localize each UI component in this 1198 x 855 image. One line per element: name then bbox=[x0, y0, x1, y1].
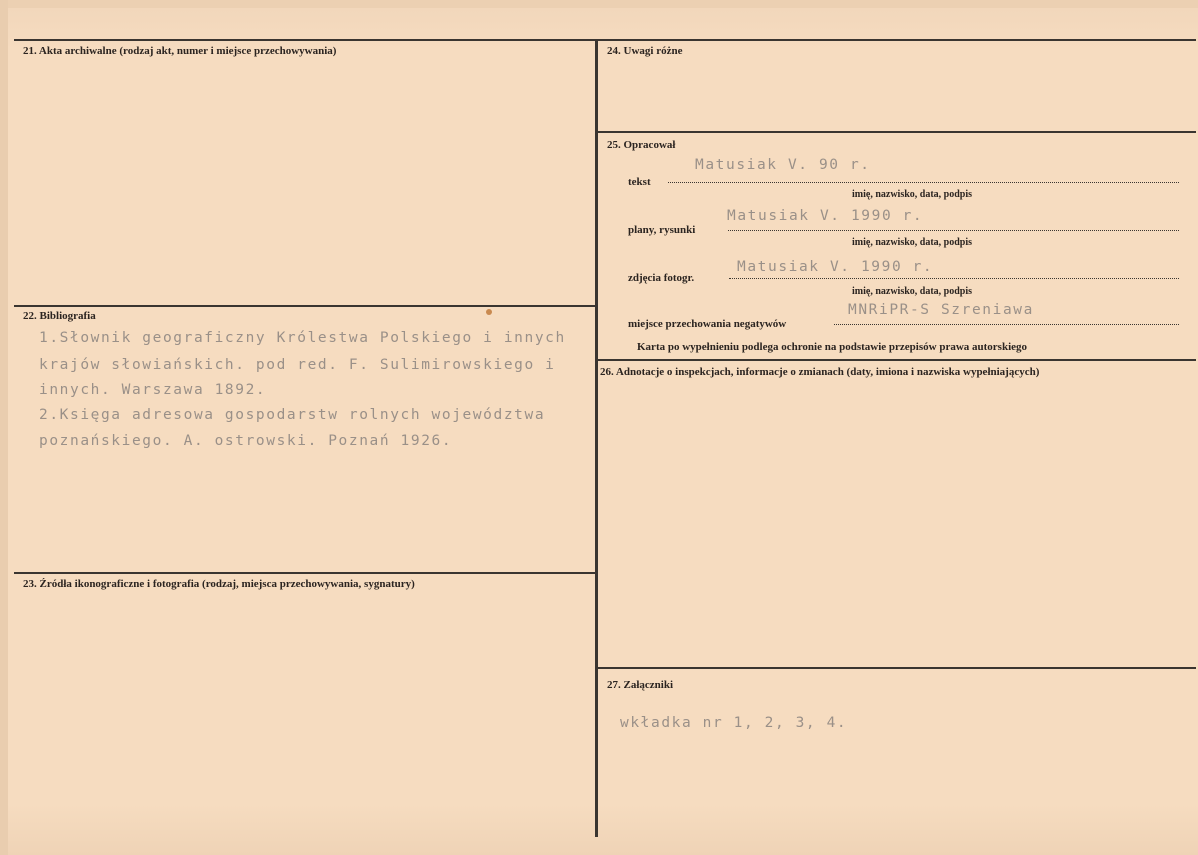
text-author-caption: imię, nazwisko, data, podpis bbox=[852, 189, 973, 200]
ink-speck bbox=[486, 309, 492, 315]
plans-author-value: Matusiak V. 1990 r. bbox=[727, 208, 924, 224]
photos-author-label: zdjęcia fotogr. bbox=[628, 272, 695, 284]
text-author-label: tekst bbox=[628, 176, 651, 188]
rule-26-27 bbox=[598, 667, 1196, 669]
section-27-label: 27. Załączniki bbox=[607, 679, 674, 691]
paper-edge-top bbox=[0, 0, 1198, 8]
center-divider bbox=[595, 39, 598, 837]
section-22-label: 22. Bibliografia bbox=[23, 310, 96, 322]
negatives-location-value: MNRiPR-S Szreniawa bbox=[848, 302, 1034, 318]
plans-author-caption: imię, nazwisko, data, podpis bbox=[852, 237, 973, 248]
text-author-value: Matusiak V. 90 r. bbox=[695, 157, 871, 173]
section-23-label: 23. Źródła ikonograficzne i fotografia (rodzaj, miejsca przechowywania, sygnatury) bbox=[23, 578, 415, 590]
bibliography-line-4: 2.Księga adresowa gospodarstw rolnych województwa bbox=[39, 407, 546, 423]
photos-author-value: Matusiak V. 1990 r. bbox=[737, 259, 934, 275]
paper-edge-left bbox=[0, 0, 8, 855]
top-rule bbox=[14, 39, 1196, 41]
rule-24-25 bbox=[598, 131, 1196, 133]
bibliography-line-3: innych. Warszawa 1892. bbox=[39, 382, 267, 398]
plans-author-label: plany, rysunki bbox=[628, 224, 696, 236]
bibliography-line-1: 1.Słownik geograficzny Królestwa Polskiego i innych bbox=[39, 330, 566, 346]
bibliography-line-2: krajów słowiańskich. pod red. F. Sulimirowskiego i bbox=[39, 357, 556, 373]
section-24-label: 24. Uwagi różne bbox=[607, 45, 683, 57]
rule-22-23 bbox=[14, 572, 595, 574]
bibliography-line-5: poznańskiego. A. ostrowski. Poznań 1926. bbox=[39, 433, 453, 449]
negatives-location-label: miejsce przechowania negatywów bbox=[628, 318, 787, 330]
attachments-value: wkładka nr 1, 2, 3, 4. bbox=[620, 715, 848, 731]
text-author-line bbox=[668, 182, 1179, 183]
section-25-label: 25. Opracował bbox=[607, 139, 676, 151]
negatives-location-line bbox=[834, 324, 1179, 325]
section-21-label: 21. Akta archiwalne (rodzaj akt, numer i miejsce przechowywania) bbox=[23, 45, 337, 57]
section-26-label: 26. Adnotacje o inspekcjach, informacje o zmianach (daty, imiona i nazwiska wypełniających) bbox=[600, 366, 1040, 378]
rule-21-22 bbox=[14, 305, 595, 307]
rule-25-26 bbox=[598, 359, 1196, 361]
photos-author-line bbox=[729, 278, 1179, 279]
plans-author-line bbox=[728, 230, 1179, 231]
copyright-notice: Karta po wypełnieniu podlega ochronie na podstawie przepisów prawa autorskiego bbox=[637, 341, 1028, 353]
photos-author-caption: imię, nazwisko, data, podpis bbox=[852, 286, 973, 297]
